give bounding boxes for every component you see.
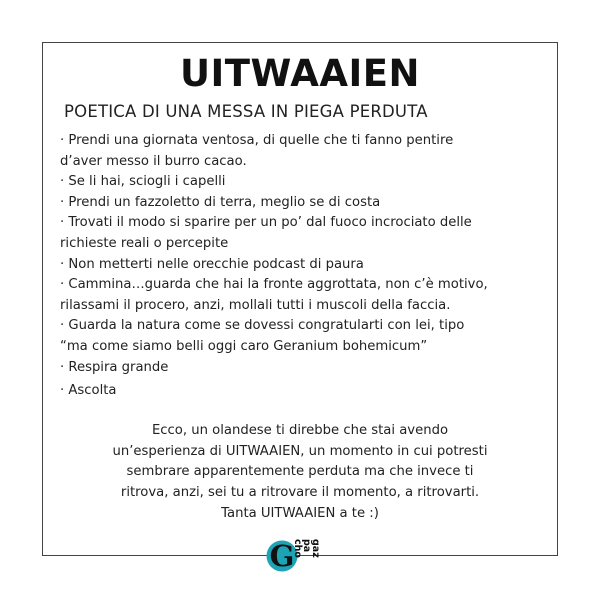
list-line: · Trovati il modo si sparire per un po’ dal fuoco incrociato delle xyxy=(60,215,472,231)
list-line: rilassami il procero, anzi, mollali tutti i muscoli della faccia. xyxy=(60,297,451,313)
instruction-list xyxy=(60,131,550,402)
list-line: · Prendi una giornata ventosa, di quelle che ti fanno pentire xyxy=(60,133,454,148)
list-line: · Respira grande xyxy=(60,359,169,375)
closing-line: un’esperienza di UITWAAIEN, un momento in cui potresti xyxy=(112,443,488,459)
list-line: “ma come siamo belli oggi caro Geranium bohemicum” xyxy=(60,338,428,354)
list-line: · Guarda la natura come se dovessi congratularti con lei, tipo xyxy=(60,318,465,334)
signoff-text: Tanta UITWAAIEN a te :) xyxy=(221,506,379,521)
logo-word-part: cho xyxy=(292,539,303,558)
closing-line: ritrova, anzi, sei tu a ritrovare il momento, a ritrovarti. xyxy=(120,484,480,500)
logo-word-part: gaz xyxy=(310,539,321,558)
logo-letter: G xyxy=(269,539,295,573)
list-line: · Cammina…guarda che hai la fronte aggrottata, non c’è motivo, xyxy=(60,277,488,293)
logo-word-part: pa xyxy=(301,539,312,553)
list-line: · Prendi un fazzoletto di terra, meglio se di costa xyxy=(60,194,381,210)
list-line: · Non metterti nelle orecchie podcast di paura xyxy=(60,256,364,272)
gazpacho-logo xyxy=(265,535,335,577)
logo-wordmark xyxy=(292,539,321,558)
closing-line: sembrare apparentemente perduta ma che invece ti xyxy=(126,464,474,480)
list-line: richieste reali o percepite xyxy=(60,235,229,251)
list-line: · Ascolta xyxy=(60,383,117,399)
page-subtitle: POETICA DI UNA MESSA IN PIEGA PERDUTA xyxy=(64,102,428,121)
closing-line: Ecco, un olandese ti direbbe che stai avendo xyxy=(151,423,449,438)
closing-paragraph xyxy=(58,421,542,503)
list-line: · Se li hai, sciogli i capelli xyxy=(60,174,226,190)
page-title: UITWAAIEN xyxy=(180,52,420,95)
list-line: d’aver messo il burro cacao. xyxy=(60,153,247,169)
